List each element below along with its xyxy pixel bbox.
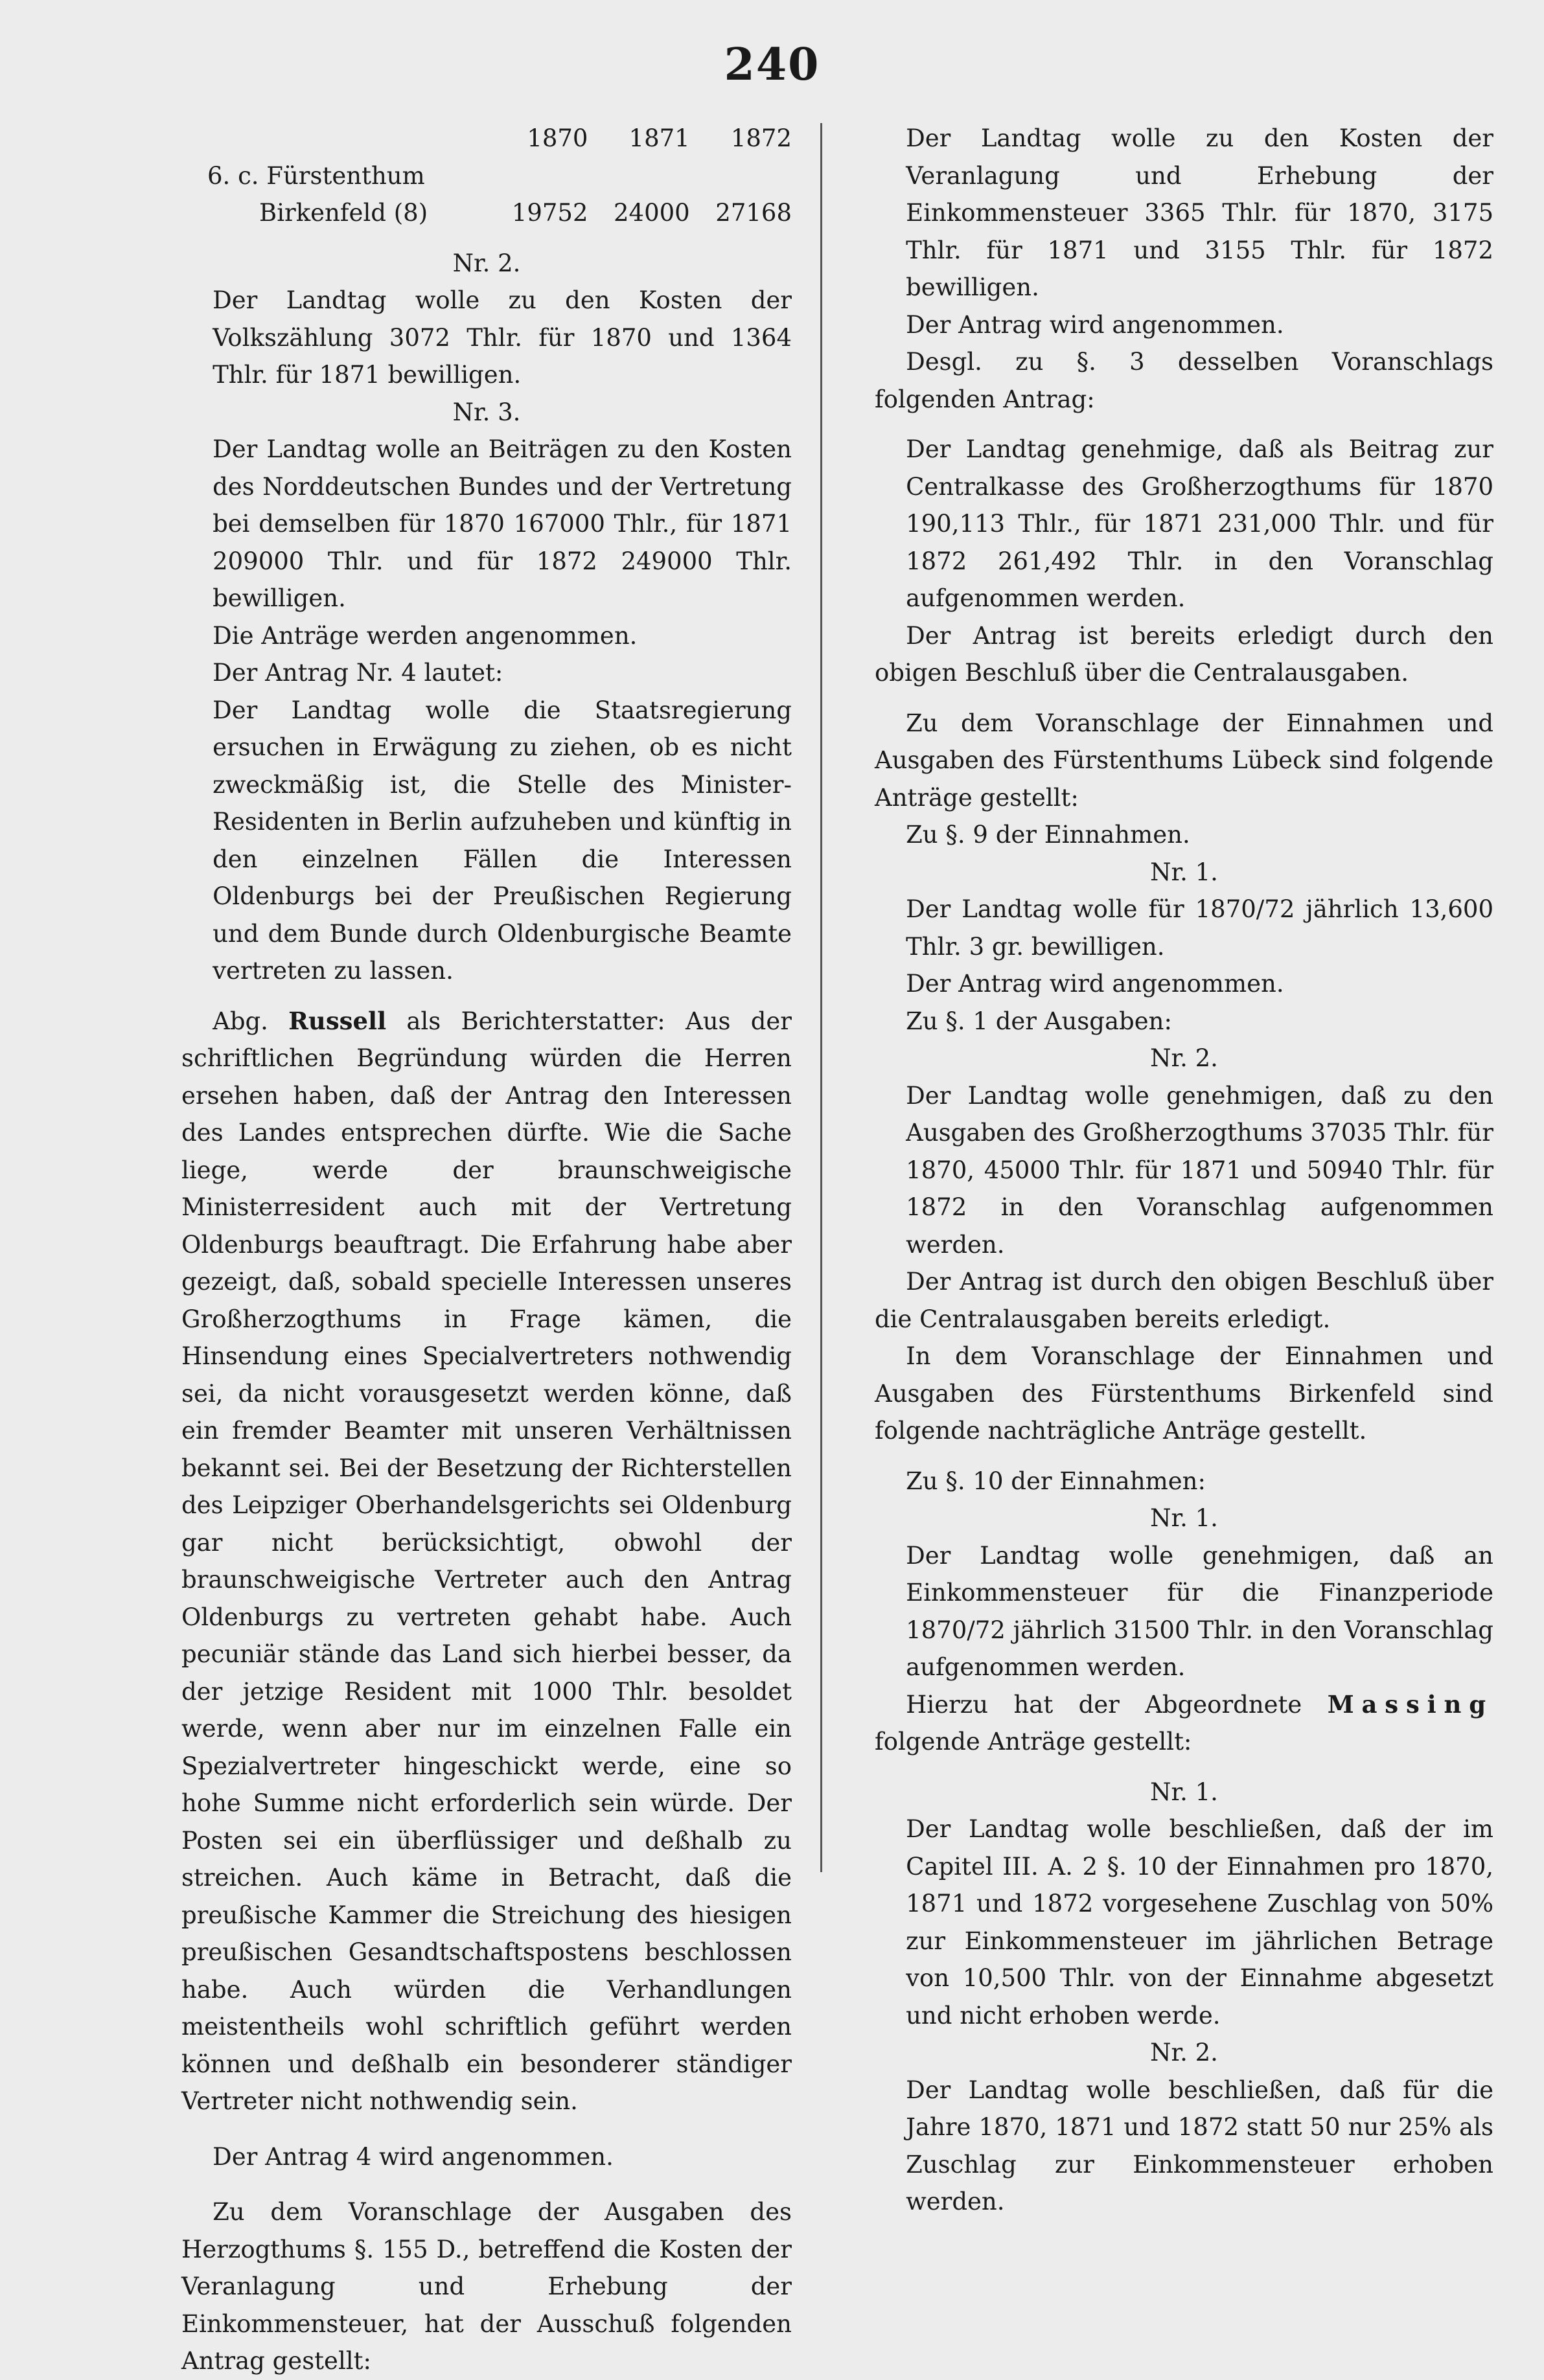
heading-nr2: Nr. 2.	[1150, 2039, 1218, 2066]
paragraph: Zu dem Voranschlage der Einnahmen und Ausgaben des Fürstenthums Lübeck sind folgende Anträge gestellt:	[875, 709, 1493, 812]
year-cell: 1872	[730, 124, 792, 152]
year-cell: 1870	[527, 124, 588, 152]
paragraph: Der Landtag wolle zu den Kosten der Volkszählung 3072 Thlr. für 1870 und 1364 Thlr. für 1871 bewilligen.	[213, 286, 792, 389]
page-number: 240	[724, 39, 820, 91]
paragraph: Der Antrag Nr. 4 lautet:	[213, 659, 503, 687]
value-cell: 27168	[715, 199, 792, 227]
paragraph: Desgl. zu §. 3 desselben Voranschlags folgenden Antrag:	[875, 348, 1493, 413]
table-label: 6. c. Fürstenthum	[207, 161, 425, 190]
paragraph: Der Antrag ist durch den obigen Beschluß über die Centralausgaben bereits erledigt.	[875, 1268, 1493, 1333]
heading-nr2: Nr. 2.	[1150, 1044, 1218, 1072]
deputy-name: Massing	[1327, 1689, 1493, 1719]
left-column	[181, 120, 792, 2380]
paragraph: Der Landtag wolle genehmigen, daß an Einkommensteuer für die Finanzperiode 1870/72 jährlich 31500 Thlr. in den Voranschlag aufgenommen werden.	[906, 1541, 1493, 1681]
heading-nr1: Nr. 1.	[1150, 858, 1218, 886]
paragraph: Zu §. 1 der Ausgaben:	[906, 1007, 1172, 1035]
heading-nr2: Nr. 2.	[452, 249, 521, 277]
right-column	[875, 120, 1493, 2221]
paragraph	[875, 1686, 1493, 1761]
speech-text: als Berichterstatter: Aus der schriftlichen Begründung würden die Herren ersehen haben, daß der Antrag den Interessen des Landes entsprechen dürfte. Wie die Sache liege, werde der braunschweigische Ministerresident auch mit der Vertretung Oldenburgs beauftragt. Die Erfahrung habe aber gezeigt, daß, sobald specielle Interessen unseres Großherzogthums in Frage kämen, die Hinsendung eines Specialvertreters nothwendig sei, da nicht vorausgesetzt werden könne, daß ein fremder Beamter mit unseren Verhältnissen bekannt sei. Bei der Besetzung der Richterstellen des Leipziger Oberhandelsgerichts sei Oldenburg gar nicht berücksichtigt, obwohl der braunschweigische Vertreter auch den Antrag Oldenburgs zu vertreten gehabt habe. Auch pecuniär stände das Land sich hierbei besser, da der jetzige Resident mit 1000 Thlr. besoldet werde, wenn aber nur im einzelnen Falle ein Spezialvertreter hingeschickt werde, eine so hohe Summe nicht erforderlich sein würde. Der Posten sei ein überflüssiger und deßhalb zu streichen. Auch käme in Betracht, daß die preußische Kammer die Streichung des hiesigen preußischen Gesandtschaftspostens beschlossen habe. Auch würden die Verhandlungen meistentheils wohl schriftlich geführt werden können und deßhalb ein besonderer ständiger Vertreter nicht nothwendig sein.	[181, 1007, 792, 2115]
paragraph: Der Landtag wolle beschließen, daß der im Capitel III. A. 2 §. 10 der Einnahmen pro 1870, 1871 und 1872 vorgesehene Zuschlag von 50% zur Einkommensteuer im jährlichen Betrage von 10,500 Thlr. von der Einnahme abgesetzt und nicht erhoben werde.	[906, 1815, 1493, 2030]
speaker-name: Russell	[288, 1006, 387, 1035]
heading-nr3: Nr. 3.	[452, 398, 521, 426]
paragraph: Der Antrag wird angenommen.	[906, 310, 1284, 339]
value-cell: 19752	[511, 199, 588, 227]
paragraph: Die Anträge werden angenommen.	[213, 621, 638, 650]
paragraph: Der Antrag ist bereits erledigt durch den obigen Beschluß über die Centralausgaben.	[875, 621, 1493, 687]
paragraph-lead: Hierzu hat der Abgeordnete	[906, 1690, 1302, 1719]
table-label: Birkenfeld (8)	[259, 199, 428, 227]
speech-paragraph	[181, 1003, 792, 2120]
year-cell: 1871	[628, 124, 690, 152]
value-cell: 24000	[614, 199, 690, 227]
paragraph: Der Antrag 4 wird angenommen.	[213, 2142, 614, 2171]
paragraph: Zu §. 9 der Einnahmen.	[906, 821, 1190, 849]
figures-table	[207, 120, 792, 232]
paragraph: Der Antrag wird angenommen.	[906, 970, 1284, 998]
heading-nr1: Nr. 1.	[1150, 1504, 1218, 1532]
paragraph: Zu dem Voranschlage der Ausgaben des Herzogthums §. 155 D., betreffend die Kosten der Veranlagung und Erhebung der Einkommensteuer, hat der Ausschuß folgenden Antrag gestellt:	[181, 2198, 792, 2375]
paragraph: Der Landtag wolle genehmigen, daß zu den Ausgaben des Großherzogthums 37035 Thlr. für 1870, 45000 Thlr. für 1871 und 50940 Thlr. für 1872 in den Voranschlag aufgenommen werden.	[906, 1081, 1493, 1259]
paragraph: Zu §. 10 der Einnahmen:	[906, 1467, 1206, 1495]
paragraph: In dem Voranschlage der Einnahmen und Ausgaben des Fürstenthums Birkenfeld sind folgende nachträgliche Anträge gestellt.	[875, 1342, 1493, 1445]
paragraph: Der Landtag wolle beschließen, daß für die Jahre 1870, 1871 und 1872 statt 50 nur 25% als Zuschlag zur Einkommensteuer erhoben werden.	[906, 2076, 1493, 2215]
table-row	[207, 157, 792, 195]
heading-nr1: Nr. 1.	[1150, 1778, 1218, 1806]
paragraph: Der Landtag wolle an Beiträgen zu den Kosten des Norddeutschen Bundes und der Vertretung bei demselben für 1870 167000 Thlr., für 1871 209000 Thlr. und für 1872 249000 Thlr. bewilligen.	[213, 435, 792, 612]
paragraph: Der Landtag wolle die Staatsregierung ersuchen in Erwägung zu ziehen, ob es nicht zweckmäßig ist, die Stelle des Minister-Residenten in Berlin aufzuheben und künftig in den einzelnen Fällen die Interessen Oldenburgs bei der Preußischen Regierung und dem Bunde durch Oldenburgische Beamte vertreten zu lassen.	[213, 696, 792, 985]
speech-prefix: Abg.	[213, 1007, 268, 1035]
paragraph-tail: folgende Anträge gestellt:	[875, 1728, 1192, 1756]
paragraph: Der Landtag wolle zu den Kosten der Veranlagung und Erhebung der Einkommensteuer 3365 Thlr. für 1870, 3175 Thlr. für 1871 und 3155 Thlr. für 1872 bewilligen.	[906, 124, 1493, 301]
column-divider	[820, 123, 822, 1872]
paragraph: Der Landtag genehmige, daß als Beitrag zur Centralkasse des Großherzogthums für 1870 190,113 Thlr., für 1871 231,000 Thlr. und für 1872 261,492 Thlr. in den Voranschlag aufgenommen werden.	[906, 435, 1493, 612]
table-row	[207, 194, 792, 232]
paragraph: Der Landtag wolle für 1870/72 jährlich 13,600 Thlr. 3 gr. bewilligen.	[906, 895, 1493, 961]
table-row	[207, 120, 792, 157]
